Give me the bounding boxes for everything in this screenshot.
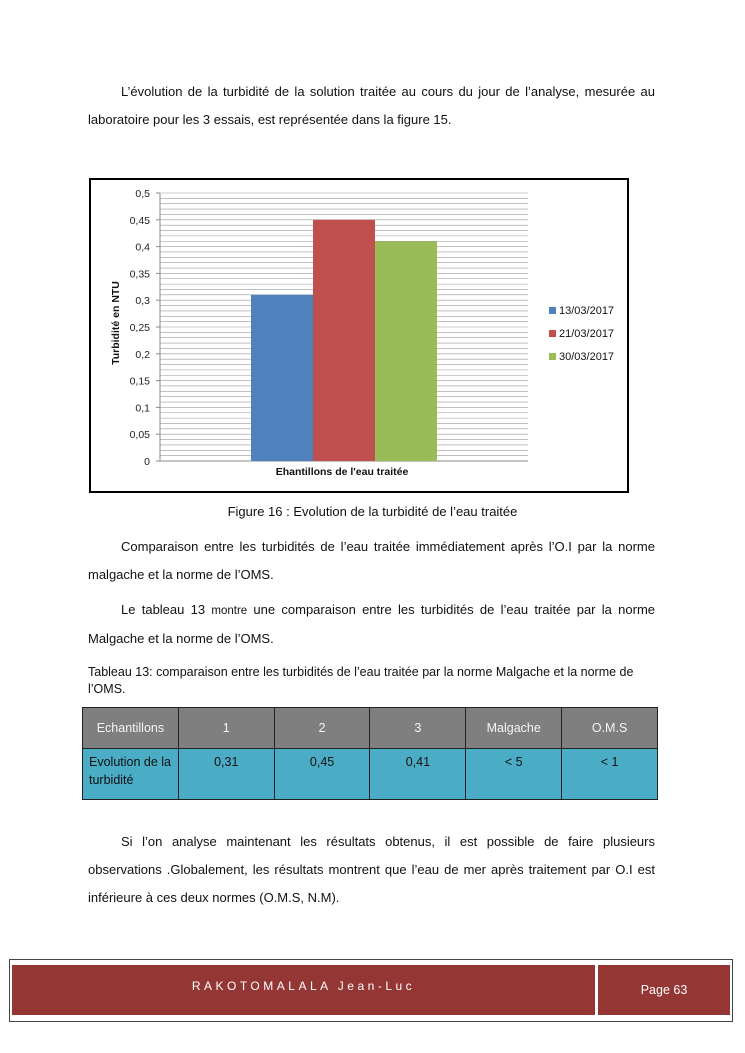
- legend-swatch: [549, 330, 556, 337]
- bar: [251, 295, 313, 461]
- legend-swatch: [549, 353, 556, 360]
- row-label-cell: Evolution de la turbidité: [83, 749, 179, 800]
- y-axis-title: Turbidité en NTU: [110, 281, 122, 365]
- comparison-table: [82, 707, 658, 800]
- table-row: [83, 749, 658, 800]
- legend-label: 13/03/2017: [559, 305, 615, 317]
- y-tick-label: 0,15: [129, 375, 150, 388]
- legend-swatch: [549, 307, 556, 314]
- y-tick-label: 0,2: [135, 348, 150, 361]
- bar: [313, 220, 375, 461]
- header-cell-oms: O.M.S: [562, 708, 658, 749]
- header-cell-samples: Echantillons: [83, 708, 179, 749]
- header-cell-1: 1: [178, 708, 274, 749]
- legend-label: 30/03/2017: [559, 351, 615, 363]
- y-tick-label: 0,05: [129, 429, 150, 442]
- table-intro-end: une comparaison entre les turbidités de l’eau traitée par la norme Malgache et la norme de l’OMS.: [88, 602, 655, 646]
- footer-page-number: Page 63: [598, 965, 730, 1015]
- y-tick-label: 0,5: [135, 188, 150, 200]
- y-tick-label: 0,4: [135, 241, 150, 254]
- table-intro-paragraph: [88, 596, 655, 653]
- y-tick-label: 0: [144, 456, 150, 468]
- table-header-row: [83, 708, 658, 749]
- conclusion-paragraph: Si l’on analyse maintenant les résultats obtenus, il est possible de faire plusieurs observations .Globalement, les résultats montrent que l’eau de mer après traitement par O.I est inférieure à ces deux normes (O.M.S, N.M).: [88, 834, 655, 905]
- value-cell-1: 0,31: [178, 749, 274, 800]
- turbidity-chart: [89, 178, 629, 493]
- value-cell-malgache: < 5: [466, 749, 562, 800]
- bar: [375, 241, 437, 461]
- table-caption: Tableau 13: comparaison entre les turbidités de l’eau traitée par la norme Malgache et la norme de l’OMS.: [88, 665, 634, 696]
- x-axis-title: Ehantillons de l'eau traitée: [275, 466, 409, 478]
- legend-label: 21/03/2017: [559, 328, 615, 340]
- header-cell-2: 2: [274, 708, 370, 749]
- table-intro-word: montre: [211, 605, 248, 617]
- y-tick-label: 0,45: [129, 214, 150, 227]
- footer-author: RAKOTOMALALA Jean-Luc: [12, 965, 595, 1015]
- intro-paragraph: L’évolution de la turbidité de la solution traitée au cours du jour de l’analyse, mesurée au laboratoire pour les 3 essais, est représentée dans la figure 15.: [88, 84, 655, 127]
- comparison-paragraph: Comparaison entre les turbidités de l’eau traitée immédiatement après l’O.I par la norme malgache et la norme de l’OMS.: [88, 539, 655, 582]
- header-cell-malgache: Malgache: [466, 708, 562, 749]
- header-cell-3: 3: [370, 708, 466, 749]
- value-cell-oms: < 1: [562, 749, 658, 800]
- figure-caption: Figure 16 : Evolution de la turbidité de l’eau traitée: [227, 504, 518, 519]
- y-tick-label: 0,1: [135, 402, 150, 415]
- value-cell-3: 0,41: [370, 749, 466, 800]
- y-tick-label: 0,35: [129, 268, 150, 281]
- y-tick-label: 0,25: [129, 322, 150, 334]
- y-tick-label: 0,3: [135, 295, 150, 308]
- table-intro-start: Le tableau 13: [121, 602, 212, 617]
- value-cell-2: 0,45: [274, 749, 370, 800]
- chart-canvas: [91, 180, 626, 490]
